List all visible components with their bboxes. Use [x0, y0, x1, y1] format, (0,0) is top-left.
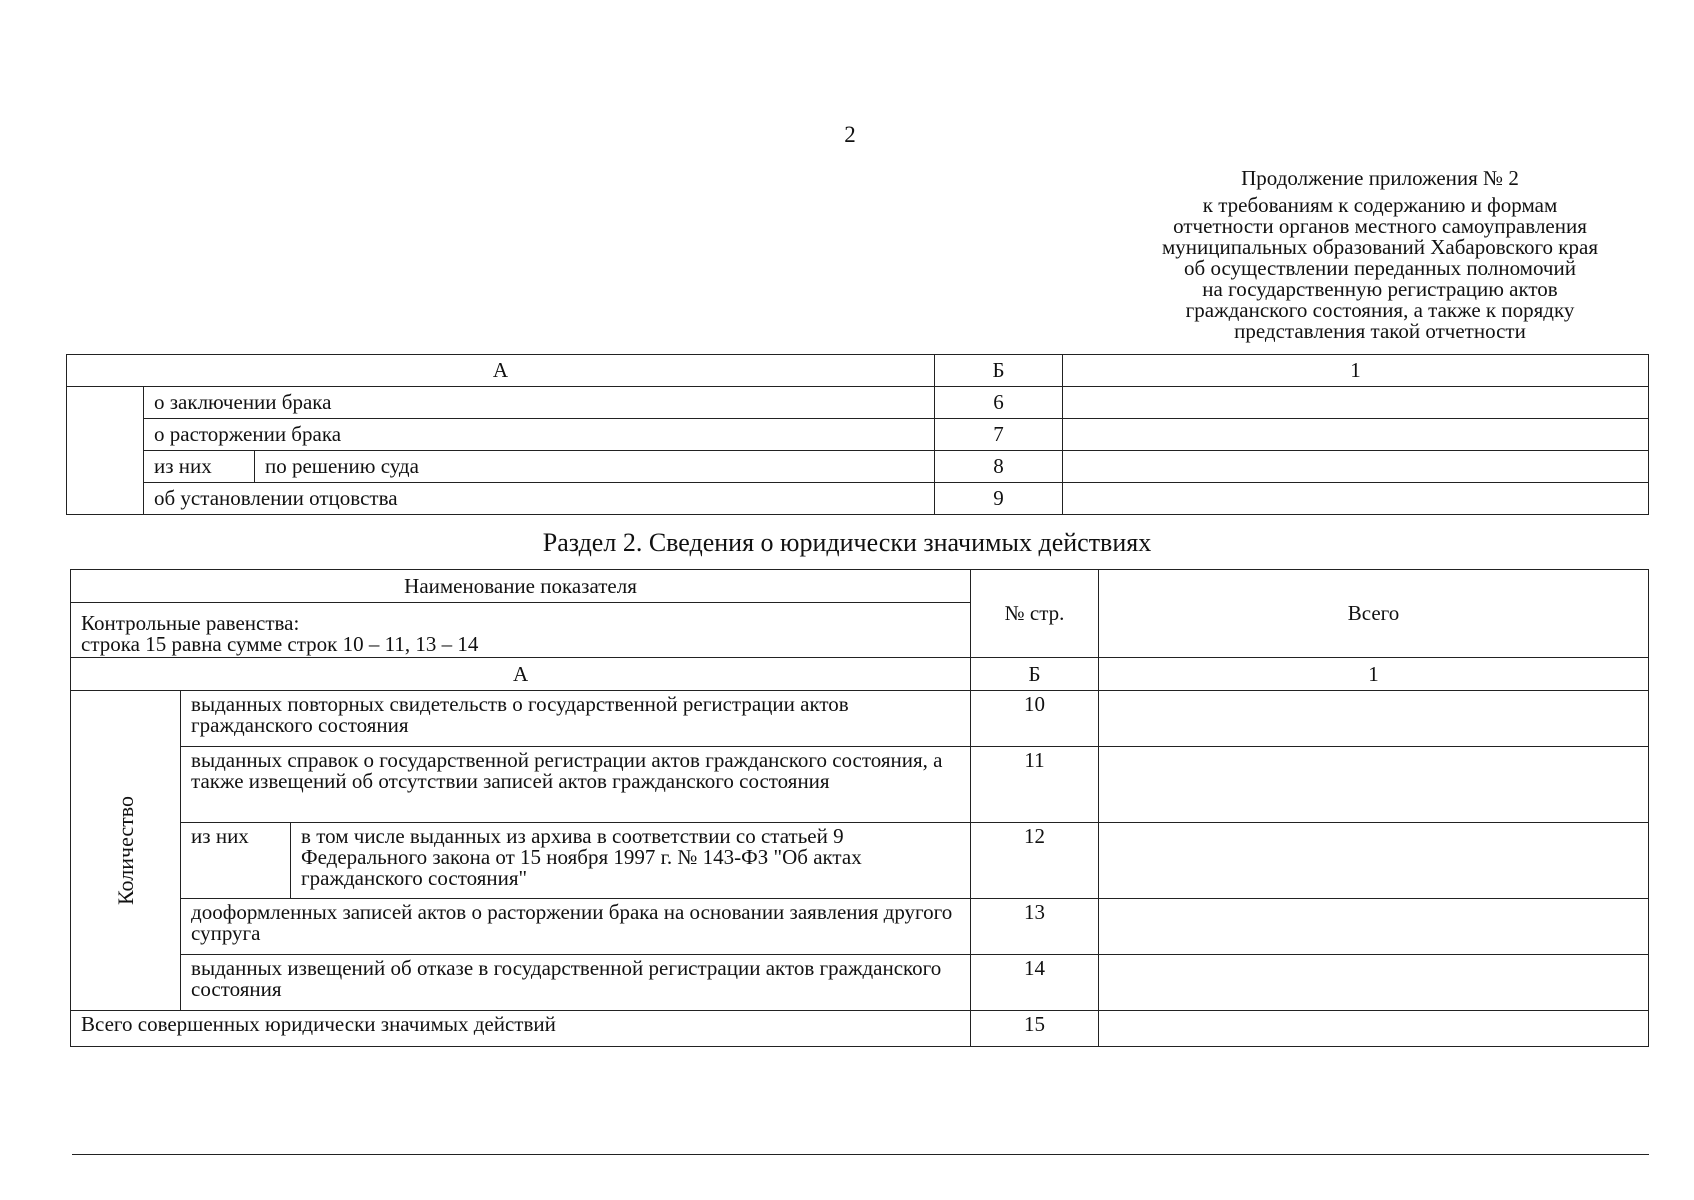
table-header-row [67, 355, 1649, 387]
row-label: из них [181, 823, 291, 899]
appendix-line: гражданского состояния, а также к порядку [1185, 298, 1575, 322]
group-label-cell [71, 691, 181, 1011]
table-row [67, 419, 1649, 451]
value-cell[interactable] [1063, 451, 1649, 483]
total-row-label: Всего совершенных юридически значимых действий [71, 1011, 971, 1047]
value-cell[interactable] [1099, 899, 1649, 955]
value-cell[interactable] [1099, 1011, 1649, 1047]
control-title: Контрольные равенства: [81, 611, 300, 635]
row-number: 10 [971, 691, 1099, 747]
row-number: 9 [935, 483, 1063, 515]
row-number: 13 [971, 899, 1099, 955]
appendix-line: к требованиям к содержанию и формам [1202, 193, 1558, 217]
col-1-header: 1 [1063, 355, 1649, 387]
row-number: 6 [935, 387, 1063, 419]
appendix-header [1120, 168, 1640, 342]
value-cell[interactable] [1099, 823, 1649, 899]
col-b-header: Б [971, 658, 1099, 691]
table-row [71, 899, 1649, 955]
group-label: Количество [113, 795, 139, 905]
row-label: выданных повторных свидетельств о государственной регистрации актов гражданского состояния [181, 691, 971, 747]
col-1-header: 1 [1099, 658, 1649, 691]
page-number: 2 [844, 122, 856, 147]
table-header-row [71, 658, 1649, 691]
row-label: об установлении отцовства [144, 483, 935, 515]
indicator-header: Наименование показателя [71, 570, 971, 603]
row-number-header: № стр. [971, 570, 1099, 658]
control-equalities [71, 603, 971, 658]
appendix-line: отчетности органов местного самоуправления [1173, 214, 1587, 238]
table-row [67, 451, 1649, 483]
appendix-line: представления такой отчетности [1234, 319, 1526, 343]
row-label: о расторжении брака [144, 419, 935, 451]
value-cell[interactable] [1099, 747, 1649, 823]
value-cell[interactable] [1063, 419, 1649, 451]
section1-table-continuation [66, 354, 1649, 515]
table-row [71, 691, 1649, 747]
row-label: из них [144, 451, 255, 483]
row-number: 7 [935, 419, 1063, 451]
value-cell[interactable] [1099, 691, 1649, 747]
table-row [71, 823, 1649, 899]
row-number: 8 [935, 451, 1063, 483]
table-total-row [71, 1011, 1649, 1047]
row-label: выданных извещений об отказе в государственной регистрации актов гражданского состояния [181, 955, 971, 1011]
row-number: 15 [971, 1011, 1099, 1047]
row-number: 14 [971, 955, 1099, 1011]
table-row [67, 483, 1649, 515]
table-row [67, 387, 1649, 419]
row-label: о заключении брака [144, 387, 935, 419]
appendix-title: Продолжение приложения № 2 [1241, 166, 1519, 190]
row-sublabel: по решению суда [255, 451, 935, 483]
footer-divider [72, 1154, 1649, 1155]
row-sublabel: в том числе выданных из архива в соответствии со статьей 9 Федерального закона от 15 ноября 1997 г. № 143-ФЗ "Об актах гражданского состояния" [291, 823, 971, 899]
row-label: выданных справок о государственной регистрации актов гражданского состояния, а также извещений об отсутствии записей актов гражданского состояния [181, 747, 971, 823]
appendix-line: на государственную регистрацию актов [1202, 277, 1558, 301]
value-cell[interactable] [1063, 387, 1649, 419]
row-number: 12 [971, 823, 1099, 899]
table-row [71, 955, 1649, 1011]
row-label: дооформленных записей актов о расторжении брака на основании заявления другого супруга [181, 899, 971, 955]
col-a-header: А [67, 355, 935, 387]
total-header: Всего [1099, 570, 1649, 658]
section-title: Раздел 2. Сведения о юридически значимых действиях [542, 528, 1152, 557]
group-cell [67, 387, 144, 515]
appendix-line: об осуществлении переданных полномочий [1184, 256, 1576, 280]
table-header-row [71, 570, 1649, 603]
table-row [71, 747, 1649, 823]
section2-table [70, 569, 1649, 1047]
row-number: 11 [971, 747, 1099, 823]
appendix-line: муниципальных образований Хабаровского края [1161, 235, 1598, 259]
col-a-header: А [71, 658, 971, 691]
control-text: строка 15 равна сумме строк 10 – 11, 13 – 14 [81, 632, 479, 656]
col-b-header: Б [935, 355, 1063, 387]
value-cell[interactable] [1099, 955, 1649, 1011]
value-cell[interactable] [1063, 483, 1649, 515]
